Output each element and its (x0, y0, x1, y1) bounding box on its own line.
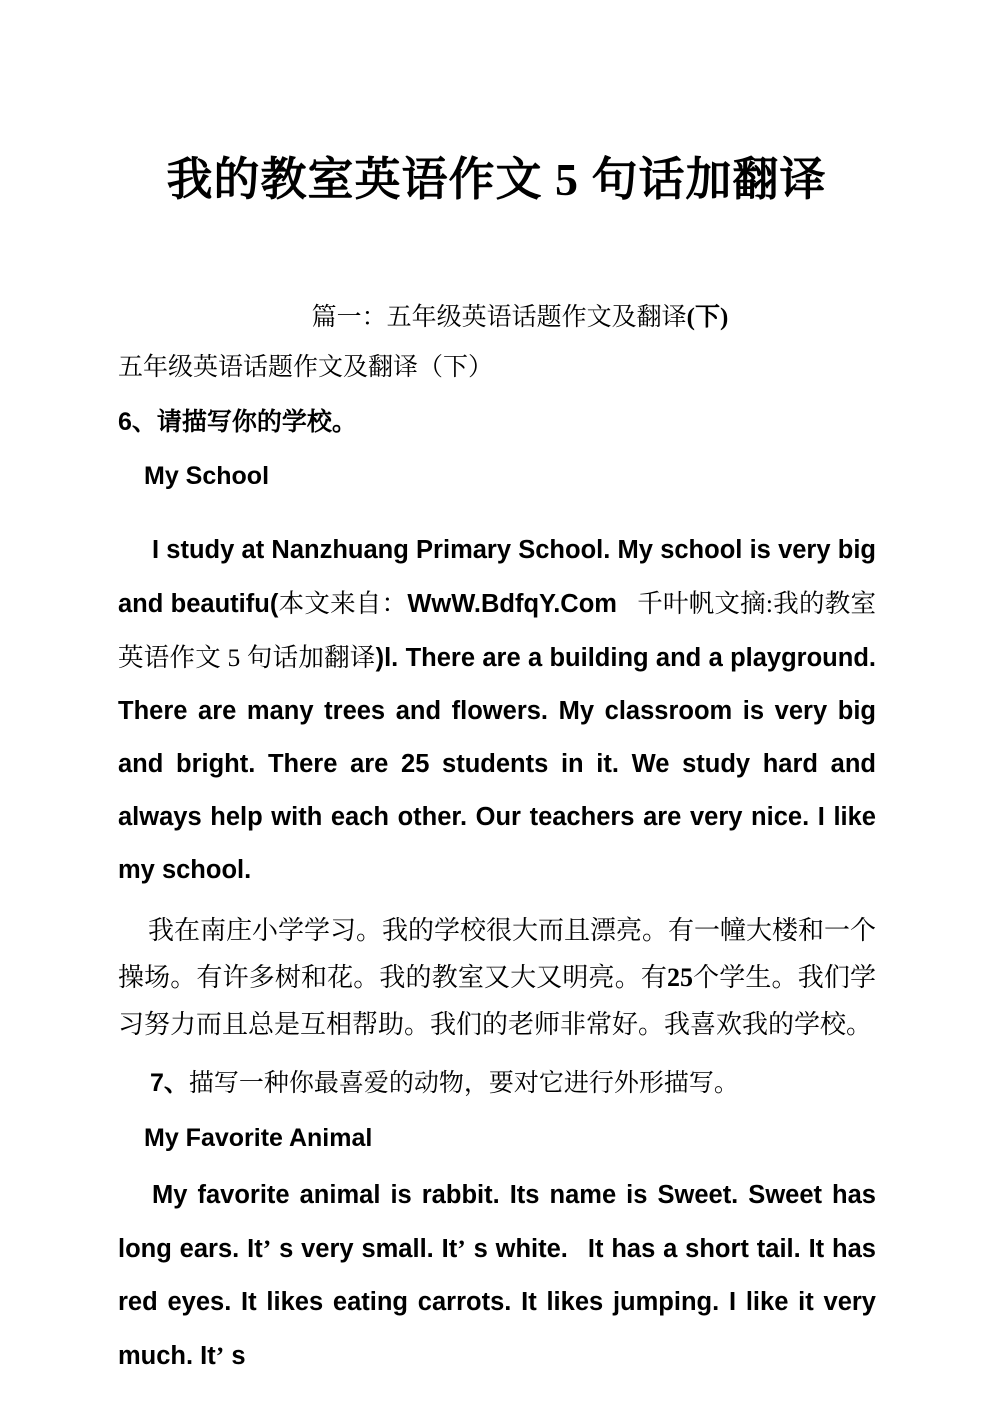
question-6-text: 请描写你的学校。 (156, 408, 357, 436)
apostrophe-3: ’ (215, 1340, 225, 1370)
watermark-source-label: 本文来自： (278, 588, 408, 618)
animal-text-seg-4: It has a short tail. It has red eyes. It likes eating carrots. It likes jumping. I like it very much. It (118, 1234, 876, 1370)
animal-text-seg-2: s very small. It (279, 1234, 458, 1263)
translation-part-1: 我在南庄小学学习。我的学校很大而且漂亮。有一幢大楼和一个操场。有许多树和花。我的教室又大又明亮。有 (118, 915, 877, 992)
paragraph-my-favorite-animal-english (118, 1169, 876, 1383)
animal-text-seg-1: My favorite animal is rabbit. Its name is Sweet. Sweet has long ears. It (118, 1180, 876, 1263)
heading-my-favorite-animal: My Favorite Animal (144, 1123, 373, 1152)
animal-text-seg-3: s white. (473, 1234, 568, 1263)
paragraph-my-school-chinese (118, 907, 876, 1048)
source-line-prefix: 篇一：五年级英语话题作文及翻译 (311, 304, 687, 331)
question-7 (118, 1060, 876, 1107)
question-6 (118, 400, 876, 444)
paragraph-my-school-english (118, 524, 876, 897)
english-text-part-1: I study at Nanzhuang Primary School. My school is very big and beautifu( (118, 535, 876, 618)
translation-part-2: 个学生。我们学习努力而且总是互相帮助。我们的老师非常好。我喜欢我的学校。 (118, 962, 876, 1039)
apostrophe-2: ’ (457, 1233, 466, 1263)
question-7-number: 7、 (150, 1068, 189, 1097)
apostrophe-1: ’ (262, 1233, 272, 1263)
animal-text-seg-5: s (231, 1341, 246, 1370)
source-line (118, 296, 876, 340)
page-title: 我的教室英语作文 5 句话加翻译 (166, 153, 827, 205)
question-6-number: 6、 (118, 408, 157, 436)
subtitle: 五年级英语话题作文及翻译（下） (118, 354, 494, 381)
english-text-part-2: )l. There are a building and a playground. There are many trees and flowers. My classroom is very big and bright. There are 25 students in it. We study hard and always help with each other. Our teachers are very nice. I like my school. (118, 643, 876, 884)
heading-my-school: My School (144, 462, 270, 490)
watermark-url: WwW.BdfqY.Com (407, 589, 617, 618)
translation-student-count: 25 (666, 962, 693, 992)
source-line-suffix: (下) (686, 304, 729, 331)
watermark-site-title: 千叶帆文摘:我的教室英语作文 5 句话加翻译 (118, 588, 876, 672)
question-7-text: 描写一种你最喜爱的动物，要对它进行外形描写。 (188, 1069, 739, 1097)
document-body (118, 296, 876, 1404)
